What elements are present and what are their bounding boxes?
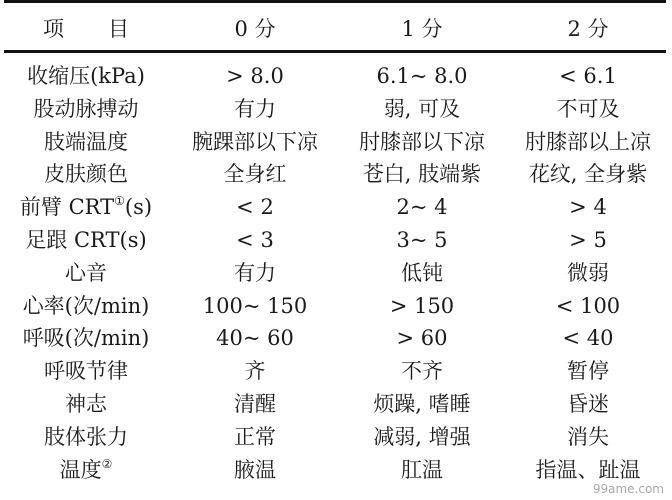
header-item-left: 项 xyxy=(43,17,64,41)
row-score-2: < 100 xyxy=(555,293,621,318)
row-item: 肢体张力 xyxy=(44,424,128,449)
row-item xyxy=(0,454,172,487)
row-score-0: 全身红 xyxy=(223,162,287,187)
row-score-2: 消失 xyxy=(567,424,609,449)
row-score-1: 苍白, 肢端紫 xyxy=(362,162,482,187)
table-row xyxy=(0,355,672,388)
row-item: 收缩压(kPa) xyxy=(27,64,145,88)
footnote-marker: ② xyxy=(101,456,113,471)
table-row xyxy=(0,454,672,487)
table-body xyxy=(0,60,672,486)
row-item: 皮肤颜色 xyxy=(44,162,128,187)
table-row xyxy=(0,421,672,454)
row-score-2: 指温、趾温 xyxy=(535,457,641,482)
table-row xyxy=(0,257,672,290)
row-score-0: 腋温 xyxy=(234,457,276,482)
row-score-2: < 6.1 xyxy=(559,64,617,88)
row-score-2: 昏迷 xyxy=(567,391,609,416)
row-item: 心率(次/min) xyxy=(22,293,150,318)
row-score-0: < 2 xyxy=(236,195,274,220)
row-score-0: 清醒 xyxy=(234,391,276,416)
row-item-label: 前臂 CRT xyxy=(19,195,115,220)
header-score-1: 1 分 xyxy=(401,17,443,41)
table-row xyxy=(0,322,672,355)
header-score-0: 0 分 xyxy=(234,17,276,41)
row-score-2: 肘膝部以上凉 xyxy=(525,129,651,154)
table-top-rule xyxy=(4,0,666,3)
table-row xyxy=(0,93,672,126)
row-score-1: 不齐 xyxy=(401,359,443,384)
table-header-rule xyxy=(4,50,666,53)
table-row xyxy=(0,60,672,93)
row-score-1: 肛温 xyxy=(401,457,443,482)
footnote-marker: ① xyxy=(114,194,125,209)
row-item: 神志 xyxy=(65,391,107,416)
row-score-2: > 5 xyxy=(569,227,607,252)
row-item: 呼吸(次/min) xyxy=(22,326,150,351)
row-score-1: 弱, 可及 xyxy=(383,96,461,121)
row-score-1: 减弱, 增强 xyxy=(373,424,471,449)
header-item-right: 目 xyxy=(108,17,129,41)
row-score-0: 有力 xyxy=(234,96,276,121)
row-score-1: 2~ 4 xyxy=(396,195,448,220)
header-score-2: 2 分 xyxy=(567,17,609,41)
table-row xyxy=(0,191,672,224)
row-item-unit: (s) xyxy=(124,195,153,220)
row-score-2: 微弱 xyxy=(567,260,609,285)
table-row xyxy=(0,126,672,159)
row-score-1: > 150 xyxy=(389,293,455,318)
table-row xyxy=(0,290,672,323)
row-score-0: 100~ 150 xyxy=(202,293,308,318)
row-item: 呼吸节律 xyxy=(44,359,128,384)
table-header-row xyxy=(0,10,672,48)
watermark: 99ame.com xyxy=(592,482,664,496)
header-item xyxy=(0,10,172,48)
row-item: 足跟 CRT(s) xyxy=(25,227,147,252)
table-row xyxy=(0,224,672,257)
row-item: 肢端温度 xyxy=(44,129,128,154)
row-score-0: 40~ 60 xyxy=(216,326,294,351)
row-score-2: 花纹, 全身紫 xyxy=(528,162,648,187)
row-score-2: 不可及 xyxy=(556,96,620,121)
row-score-1: 烦躁, 嗜睡 xyxy=(373,391,471,416)
row-score-2: > 4 xyxy=(569,195,607,220)
row-score-0: 有力 xyxy=(234,260,276,285)
row-score-1: 3~ 5 xyxy=(396,227,448,252)
row-score-2: < 40 xyxy=(562,326,614,351)
row-score-0: 腕踝部以下凉 xyxy=(192,129,318,154)
row-score-1: 6.1~ 8.0 xyxy=(376,64,468,88)
table-row xyxy=(0,388,672,421)
row-item: 股动脉搏动 xyxy=(33,96,139,121)
row-score-0: > 8.0 xyxy=(226,64,284,88)
row-score-0: 齐 xyxy=(244,359,266,384)
row-score-2: 暂停 xyxy=(567,359,609,384)
row-score-1: > 60 xyxy=(396,326,448,351)
table-row xyxy=(0,158,672,191)
row-item-label: 温度 xyxy=(59,457,102,482)
row-score-0: 正常 xyxy=(234,424,276,449)
row-item: 心音 xyxy=(65,260,107,285)
row-score-1: 低钝 xyxy=(401,260,443,285)
row-score-1: 肘膝部以下凉 xyxy=(359,129,485,154)
row-score-0: < 3 xyxy=(236,227,274,252)
row-item xyxy=(0,191,172,224)
